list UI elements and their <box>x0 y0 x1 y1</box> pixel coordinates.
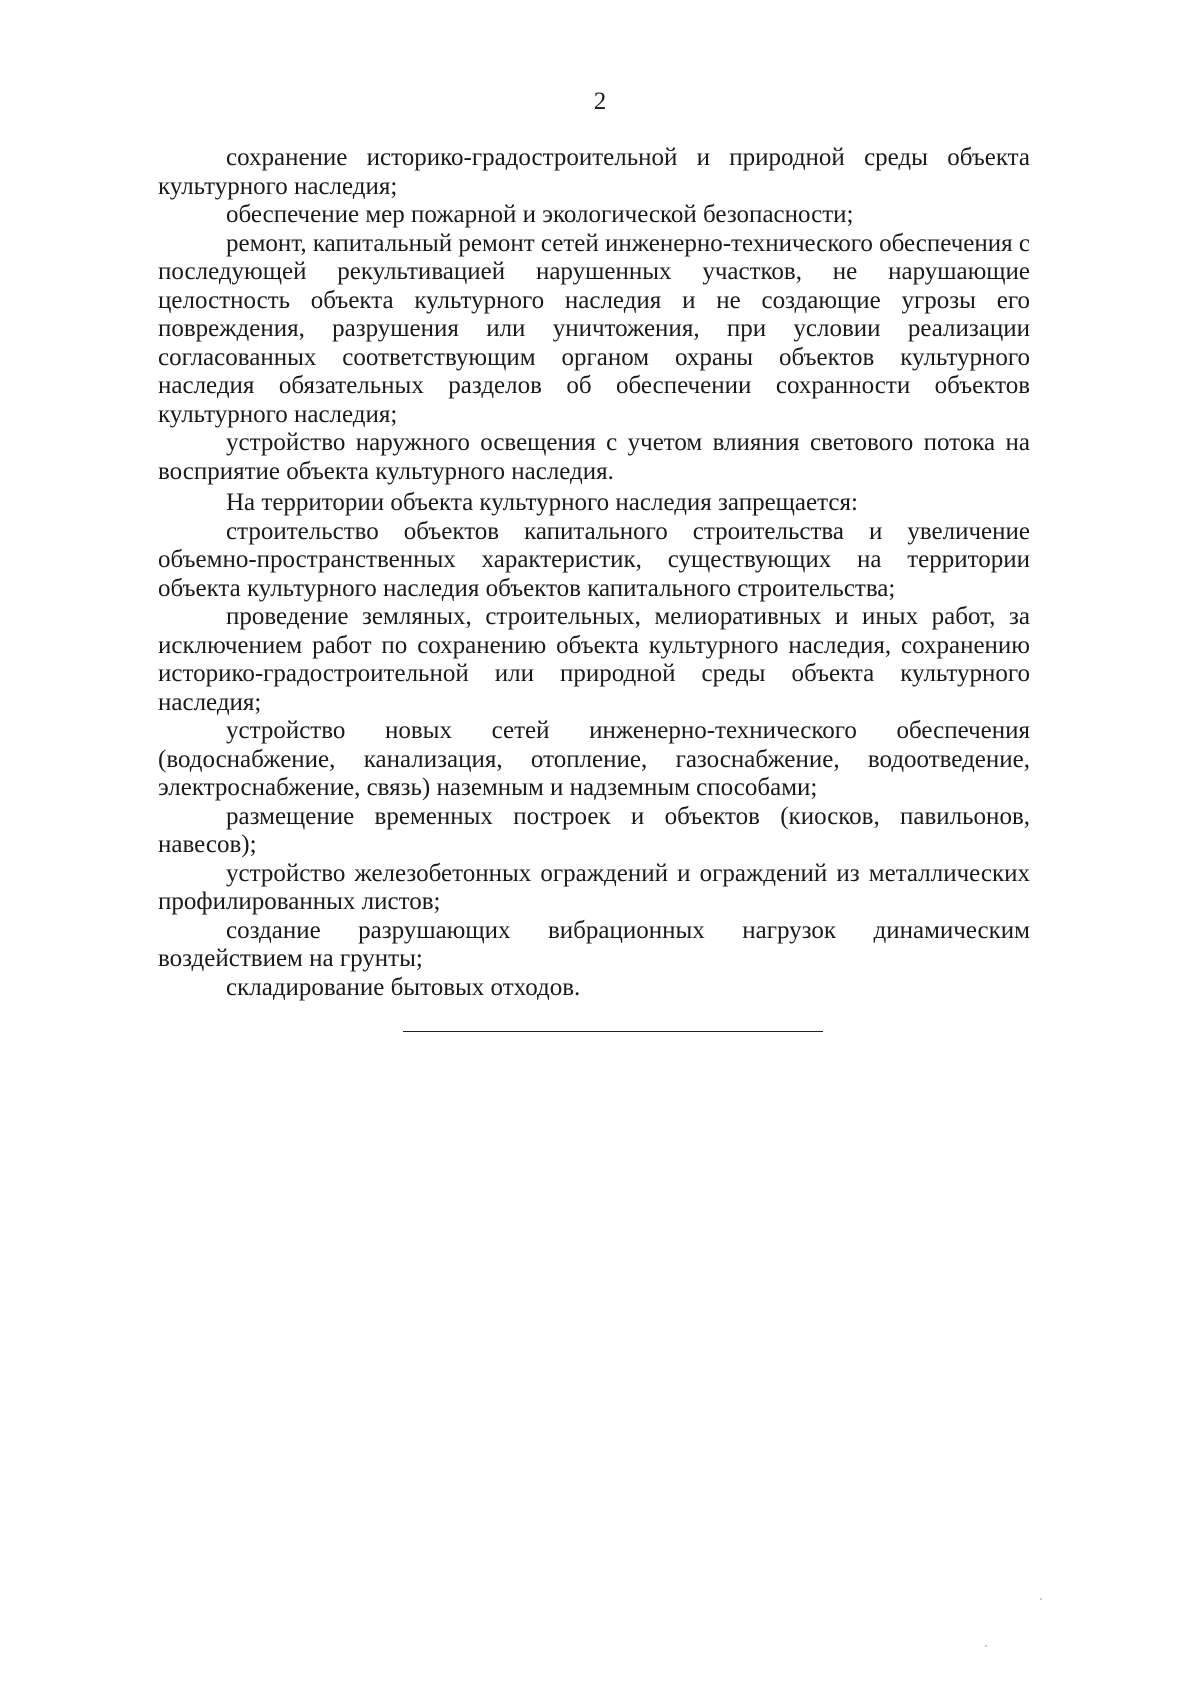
paragraph: сохранение историко-градостроительной и природной среды объекта культурного наследия; <box>158 144 1030 200</box>
paragraph: устройство новых сетей инженерно-технического обеспечения (водоснабжение, канализация, отопление, газоснабжение, водоотведение, электроснабжение, связь) наземным и надземным способами; <box>158 717 1030 801</box>
paragraph: устройство наружного освещения с учетом влияния светового потока на восприятие объекта культурного наследия. <box>158 429 1030 485</box>
scan-speck <box>985 1645 987 1647</box>
closing-rule <box>403 1031 823 1032</box>
paragraph: устройство железобетонных ограждений и ограждений из металлических профилированных листов; <box>158 859 1030 915</box>
section-heading-paragraph: На территории объекта культурного наследия запрещается: <box>226 489 858 516</box>
paragraph: строительство объектов капитального строительства и увеличение объемно-пространственных характеристик, существующих на территории объекта культурного наследия объектов капитального строительства; <box>158 517 1030 602</box>
paragraph: проведение земляных, строительных, мелиоративных и иных работ, за исключением работ по сохранению объекта культурного наследия, сохранению историко-градостроительной или природной среды объекта культурного наследия; <box>158 603 1030 716</box>
scan-speck <box>1040 1598 1042 1600</box>
paragraph: ремонт, капитальный ремонт сетей инженерно-технического обеспечения с последующей рекультивацией нарушенных участков, не нарушающие целостность объекта культурного наследия и не создающие угрозы его повреждения, разрушения или уничтожения, при условии реализации согласованных соответствующим органом охраны объектов культурного наследия обязательных разделов об обеспечении сохранности объектов культурного наследия; <box>158 229 1030 428</box>
document-body <box>158 144 1030 1002</box>
page-number: 2 <box>593 88 607 115</box>
paragraph: обеспечение мер пожарной и экологической безопасности; <box>226 201 854 228</box>
paragraph: размещение временных построек и объектов (киосков, павильонов, навесов); <box>158 802 1030 858</box>
paragraph: создание разрушающих вибрационных нагрузок динамическим воздействием на грунты; <box>158 916 1030 972</box>
paragraph: складирование бытовых отходов. <box>226 973 581 1001</box>
